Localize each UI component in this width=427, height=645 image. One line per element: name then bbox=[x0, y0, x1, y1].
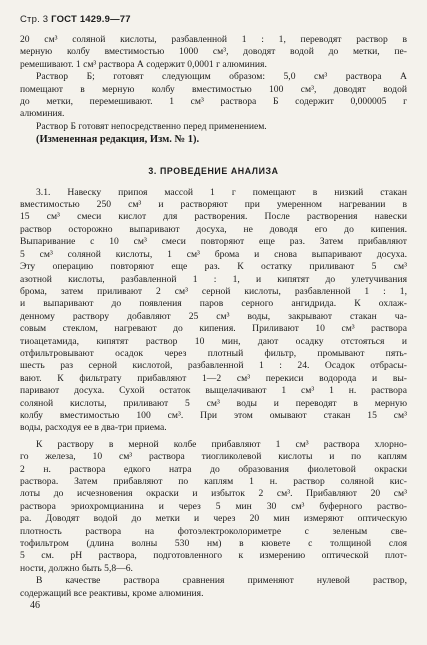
text-line: Выпаривание с 10 см³ смеси повторяют еще раз. Затем прибавляют bbox=[20, 236, 407, 248]
text-line: содержащий все реактивы, кроме алюминия. bbox=[20, 587, 204, 599]
text-line: Раствор Б готовят непосредственно перед применением. bbox=[36, 120, 267, 132]
paragraph-preparation-note bbox=[20, 121, 407, 133]
text-line: 3.1. Навеску припоя массой 1 г помещают в низкий стакан bbox=[36, 186, 407, 198]
text-line: до метки, перемешивают. 1 см³ раствора Б содержит 0,000005 г bbox=[20, 96, 407, 108]
text-line: К раствору в мерной колбе прибавляют 1 см³ раствора хлорно- bbox=[36, 438, 407, 450]
document-body bbox=[20, 34, 407, 600]
text-line: совым стеклом, нагревают до кипения. Приливают 10 см³ раствора bbox=[20, 323, 407, 335]
text-line: соляной кислоты, приливают 5 см³ воды и переводят в мерную bbox=[20, 397, 407, 409]
text-line: ра. Доводят водой до метки и через 20 мин измеряют оптическую bbox=[20, 513, 407, 525]
text-line: В качестве раствора сравнения применяют нулевой раствор, bbox=[36, 575, 407, 587]
text-line: 5 см³ соляной кислоты, 1 см³ брома и снова выпаривают досуха. bbox=[20, 248, 407, 260]
text-line: Раствор Б; готовят следующим образом: 5,0 см³ раствора А bbox=[36, 71, 407, 83]
text-line: лоты до исчезновения окраски и избыток 2 см³. Прибавляют 20 см³ bbox=[20, 488, 407, 500]
text-line: и выпаривают до появления паров серного ангидрида. К охлаж- bbox=[20, 298, 407, 310]
text-line: го железа, 10 см³ раствора тиогликолевой кислоты и по каплям bbox=[20, 451, 407, 463]
text-line: отфильтровывают осадок через плотный фильтр, промывают пять- bbox=[20, 347, 407, 359]
header-page-prefix: Стр. 3 bbox=[20, 14, 49, 25]
text-line: ности, должно быть 5,8—6. bbox=[20, 562, 133, 574]
text-line: вают. К фильтрату прибавляют 1—2 см³ перекиси водорода и вы- bbox=[20, 372, 407, 384]
amendment-note: (Измененная редакция, Изм. № 1). bbox=[36, 134, 200, 146]
paragraph-solution-b bbox=[20, 71, 407, 121]
text-line: 20 см³ соляной кислоты, разбавленной 1 : 1, переводят раствор в bbox=[20, 34, 407, 45]
text-line: 15 см³ смеси кислот для растворения. После растворения навески bbox=[20, 211, 407, 223]
text-line: вместимостью 250 см³ и растворяют при умеренном нагревании в bbox=[20, 199, 407, 211]
text-line: 5 см. pH раствора, подготовленного к измерению оптической плот- bbox=[20, 550, 407, 562]
paragraph-solution-a bbox=[20, 34, 407, 71]
text-line: ремешивают. 1 см³ раствора А содержит 0,0001 г алюминия. bbox=[20, 58, 267, 70]
paragraph-measurement bbox=[20, 439, 407, 575]
text-line: помещают в мерную колбу вместимостью 100 см³, доводят водой bbox=[20, 83, 407, 95]
text-line: плотность раствора на фотоэлектроколориметре с зеленым све- bbox=[20, 525, 407, 537]
text-line: мерную колбу вместимостью 1000 см³, доводят водой до метки, пе- bbox=[20, 46, 407, 58]
header-standard: ГОСТ 1429.9—77 bbox=[51, 14, 131, 25]
text-line: тофильтром (длина волны 530 нм) в кювете с толщиной слоя bbox=[20, 538, 407, 550]
page-number: 46 bbox=[30, 600, 40, 611]
text-line: раствор осторожно выпаривают досуха, не доводя его до кипения. bbox=[20, 223, 407, 235]
text-line: брома, затем приливают 2 см³ серной кислоты, разбавленной 1 : 1, bbox=[20, 285, 407, 297]
paragraph-3-1 bbox=[20, 187, 407, 435]
text-line: азотной кислоты, разбавленной 1 : 1, и кипятят до улетучивания bbox=[20, 273, 407, 285]
text-line: тиоацетамида, кипятят раствор 10 мин, дают осадку отстояться и bbox=[20, 335, 407, 347]
text-line: раствора эриохромцианина и через 5 мин 30 см³ буферного раство- bbox=[20, 500, 407, 512]
text-line: денному раствору добавляют 25 см³ воды, закрывают стакан ча- bbox=[20, 310, 407, 322]
paragraph-reference-solution bbox=[20, 575, 407, 600]
text-line: 2 н. раствора едкого натра до образования фиолетовой окраски bbox=[20, 463, 407, 475]
text-line: воды, расходуя ее в два-три приема. bbox=[20, 422, 167, 434]
section-title: 3. ПРОВЕДЕНИЕ АНАЛИЗА bbox=[148, 165, 279, 176]
text-line: паривают досуха. Сухой остаток выщелачивают 1 см³ 1 н. раствора bbox=[20, 385, 407, 397]
text-line: шесть раз серной кислотой, разбавленной 1 : 24. Осадок отбрасы- bbox=[20, 360, 407, 372]
text-line: Эту операцию повторяют еще раз. К остатку приливают 5 см³ bbox=[20, 261, 407, 273]
text-line: алюминия. bbox=[20, 108, 65, 120]
text-line: колбу вместимостью 100 см³. При этом омывают стакан 15 см³ bbox=[20, 409, 407, 421]
text-line: раствора. Затем прибавляют по каплям 1 н. раствор соляной кис- bbox=[20, 476, 407, 487]
running-header bbox=[20, 14, 131, 25]
